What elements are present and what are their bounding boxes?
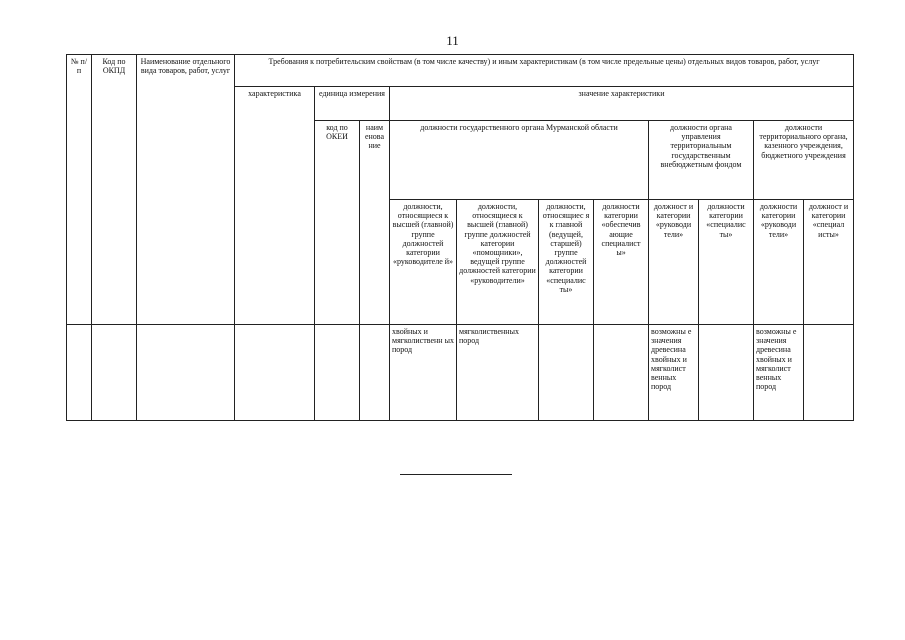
cell-unit-name <box>360 325 390 421</box>
table-row <box>67 325 854 421</box>
cell-pos-highest: хвойных и мягколиственн ых пород <box>390 325 457 421</box>
cell-num <box>67 325 92 421</box>
page-number: 11 <box>446 33 459 48</box>
header-num: № п/п <box>67 55 92 325</box>
header-fund-specialists: должности категории «специалис ты» <box>699 200 754 325</box>
cell-pos-leading: мягколиственных пород <box>457 325 539 421</box>
header-fund-body: должности органа управления территориальным государственным внебюджетным фондом <box>649 121 754 200</box>
header-pos-highest: должности, относящиеся к высшей (главной) группе должностей категории «руководителе й» <box>390 200 457 325</box>
cell-okei <box>315 325 360 421</box>
header-characteristic: характеристика <box>235 87 315 325</box>
cell-pos-main <box>539 325 594 421</box>
header-terr-heads: должности категории «руководи тели» <box>754 200 804 325</box>
header-name: Наименование отдельного вида товаров, работ, услуг <box>137 55 235 325</box>
cell-pos-support <box>594 325 649 421</box>
cell-terr-specialists <box>804 325 854 421</box>
header-pos-support: должности категории «обеспечив ающие специалист ы» <box>594 200 649 325</box>
cell-characteristic <box>235 325 315 421</box>
header-okpd: Код по ОКПД <box>92 55 137 325</box>
header-fund-heads: должност и категории «руководи тели» <box>649 200 699 325</box>
requirements-table <box>66 54 854 421</box>
cell-okpd <box>92 325 137 421</box>
header-terr-specialists: должност и категории «специал исты» <box>804 200 854 325</box>
header-gov-body: должности государственного органа Мурманской области <box>390 121 649 200</box>
header-unit-name: наим енова ние <box>360 121 390 325</box>
header-pos-leading: должности, относящиеся к высшей (главной) группе должностей категории «помощники», ведущей группе должностей категории «руководители» <box>457 200 539 325</box>
header-territorial-body: должности территориального органа, казенного учреждения, бюджетного учреждения <box>754 121 854 200</box>
cell-terr-heads: возможны е значения древесина хвойных и мягколист венных пород <box>754 325 804 421</box>
footnote-separator-line <box>400 474 512 475</box>
cell-fund-specialists <box>699 325 754 421</box>
cell-name <box>137 325 235 421</box>
header-okei-code: код по ОКЕИ <box>315 121 360 325</box>
header-value: значение характеристики <box>390 87 854 121</box>
header-requirements: Требования к потребительским свойствам (в том числе качеству) и иным характеристикам (в том числе предельные цены) отдельных видов товаров, работ, услуг <box>235 55 854 87</box>
cell-fund-heads: возможны е значения древесина хвойных и мягколист венных пород <box>649 325 699 421</box>
header-pos-main: должности, относящиес я к главной (ведущей, старшей) группе должностей категории «специалис ты» <box>539 200 594 325</box>
header-unit: единица измерения <box>315 87 390 121</box>
